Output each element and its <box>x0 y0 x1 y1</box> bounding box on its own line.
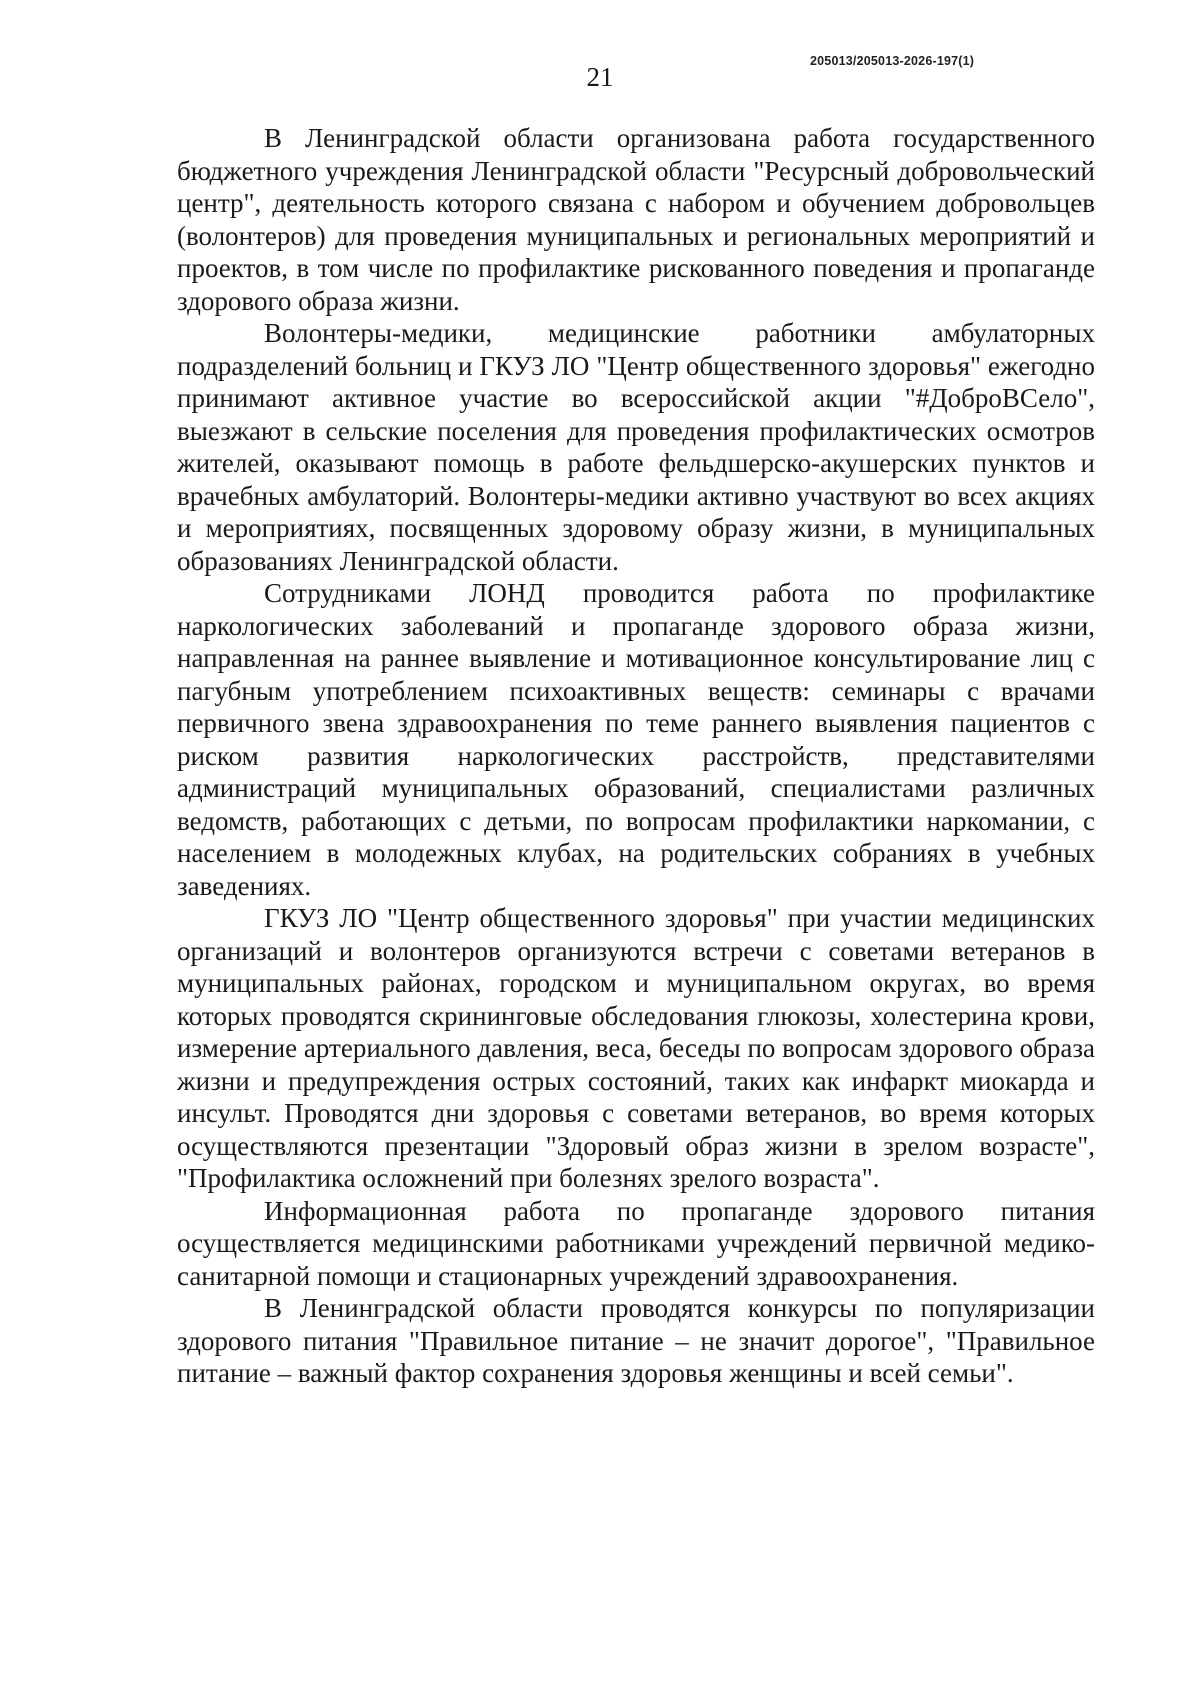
page-number: 21 <box>586 62 614 92</box>
document-body <box>177 122 1095 1390</box>
paragraph-public-health-center: ГКУЗ ЛО "Центр общественного здоровья" при участии медицинских организаций и волонтеров организуются встречи с советами ветеранов в муниципальных районах, городском и муниципальном округах, во время которых проводятся скрининговые обследования глюкозы, холестерина крови, измерение артериального давления, веса, беседы по вопросам здорового образа жизни и предупреждения острых состояний, таких как инфаркт миокарда и инсульт. Проводятся дни здоровья с советами ветеранов, во время которых осуществляются презентации "Здоровый образ жизни в зрелом возрасте", "Профилактика осложнений при болезнях зрелого возраста". <box>177 903 1095 1193</box>
paragraph-volunteer-center: В Ленинградской области организована работа государственного бюджетного учреждения Ленинградской области "Ресурсный добровольческий центр", деятельность которого связана с набором и обучением добровольцев (волонтеров) для проведения муниципальных и региональных мероприятий и проектов, в том числе по профилактике рискованного поведения и пропаганде здорового образа жизни. <box>177 123 1095 316</box>
paragraph-lond-prevention: Сотрудниками ЛОНД проводится работа по профилактике наркологических заболеваний и пропаганде здорового образа жизни, направленная на раннее выявление и мотивационное консультирование лиц с пагубным употреблением психоактивных веществ: семинары с врачами первичного звена здравоохранения по теме раннего выявления пациентов с риском развития наркологических расстройств, представителями администраций муниципальных образований, специалистами различных ведомств, работающих с детьми, по вопросам профилактики наркомании, с населением в молодежных клубах, на родительских собраниях в учебных заведениях. <box>177 578 1095 901</box>
paragraph-volunteer-medics: Волонтеры-медики, медицинские работники амбулаторных подразделений больниц и ГКУЗ ЛО "Центр общественного здоровья" ежегодно принимают активное участие во всероссийской акции "#ДоброВСело", выезжают в сельские поселения для проведения профилактических осмотров жителей, оказывают помощь в работе фельдшерско-акушерских пунктов и врачебных амбулаторий. Волонтеры-медики активно участвуют во всех акциях и мероприятиях, посвященных здоровому образу жизни, в муниципальных образованиях Ленинградской области. <box>177 318 1095 576</box>
paragraph-nutrition-contests: В Ленинградской области проводятся конкурсы по популяризации здорового питания "Правильное питание – не значит дорогое", "Правильное питание – важный фактор сохранения здоровья женщины и всей семьи". <box>177 1293 1095 1388</box>
paragraph-nutrition-info: Информационная работа по пропаганде здорового питания осуществляется медицинскими работниками учреждений первичной медико-санитарной помощи и стационарных учреждений здравоохранения. <box>177 1195 1095 1291</box>
document-code: 205013/205013-2026-197(1) <box>810 54 975 68</box>
